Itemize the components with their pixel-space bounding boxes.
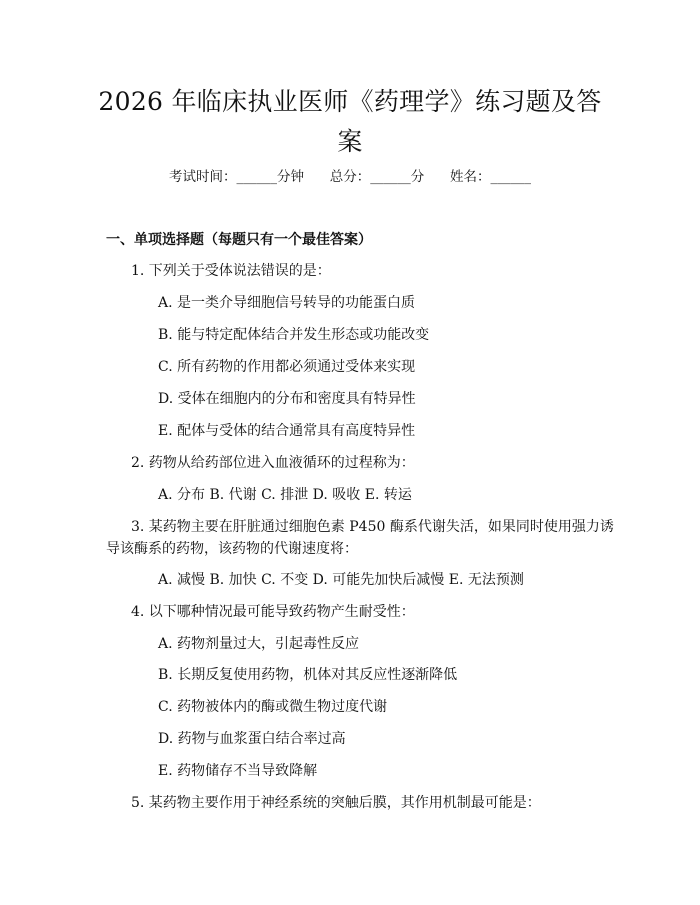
question-4-stem: 4. 以下哪种情况最可能导致药物产生耐受性： [131, 604, 415, 620]
question-2-options: A. 分布 B. 代谢 C. 排泄 D. 吸收 E. 转运 [158, 487, 412, 503]
exam-title-line-2: 案 [337, 127, 363, 156]
question-4-option-c: C. 药物被体内的酶或微生物过度代谢 [158, 699, 388, 715]
question-2-stem: 2. 药物从给药部位进入血液循环的过程称为： [131, 455, 415, 471]
question-4-option-d: D. 药物与血浆蛋白结合率过高 [158, 731, 346, 747]
question-1-option-c: C. 所有药物的作用都必须通过受体来实现 [158, 359, 416, 375]
question-4-option-a: A. 药物剂量过大，引起毒性反应 [158, 636, 360, 652]
question-3-options: A. 减慢 B. 加快 C. 不变 D. 可能先加快后减慢 E. 无法预测 [158, 572, 524, 588]
exam-title-line-1: 2026 年临床执业医师《药理学》练习题及答 [98, 87, 602, 116]
exam-title [90, 82, 610, 162]
question-1-option-a: A. 是一类介导细胞信号转导的功能蛋白质 [158, 295, 416, 311]
question-4-option-b: B. 长期反复使用药物，机体对其反应性逐渐降低 [158, 667, 458, 683]
question-3-stem-line-1: 3. 某药物主要在肝脏通过细胞色素 P450 酶系代谢失活，如果同时使用强力诱 [131, 519, 614, 535]
section-title: 一、单项选择题（每题只有一个最佳答案） [106, 232, 372, 248]
exam-meta-info: 考试时间：______分钟 总分：______分 姓名：______ [169, 169, 531, 185]
question-3-stem-line-2: 导该酶系的药物，该药物的代谢速度将： [106, 541, 358, 557]
question-1-stem: 1. 下列关于受体说法错误的是： [131, 263, 331, 279]
question-1-option-b: B. 能与特定配体结合并发生形态或功能改变 [158, 327, 430, 343]
question-1-option-e: E. 配体与受体的结合通常具有高度特异性 [158, 423, 416, 439]
question-4-option-e: E. 药物储存不当导致降解 [158, 763, 318, 779]
question-1-option-d: D. 受体在细胞内的分布和密度具有特异性 [158, 391, 416, 407]
question-5-stem: 5. 某药物主要作用于神经系统的突触后膜，其作用机制最可能是： [131, 795, 541, 811]
